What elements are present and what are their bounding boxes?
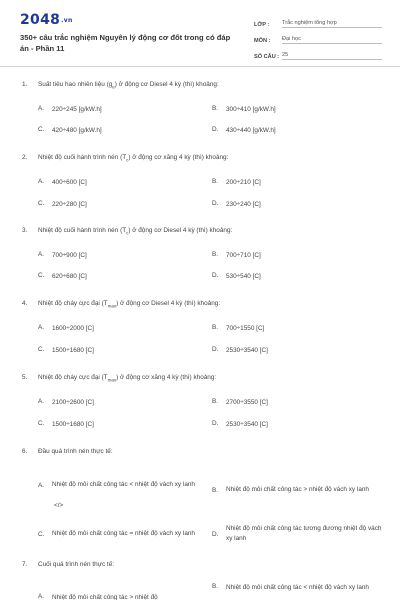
question-2-option-d[interactable]: D. 230÷240 [C] [212, 200, 261, 208]
question-4-title: 4. Nhiệt độ cháy cực đại $(T_{max})$ ở động cơ Diesel 4 kỳ (thì) khoảng: [22, 300, 221, 309]
question-3-option-b[interactable]: B. 700÷710 [C] [212, 251, 261, 259]
question-3-option-a[interactable]: A. 700÷900 [C] [38, 251, 87, 259]
question-2-title: 2. Nhiệt độ cuối hành trình nén $(T_c)$ ở động cơ xăng 4 kỳ (thì) khoảng: [22, 154, 229, 163]
question-4-option-b[interactable]: B. 700÷1550 [C] [212, 324, 265, 332]
site-logo[interactable] [20, 12, 73, 28]
question-5-option-c[interactable]: C. 1500÷1680 [C] [38, 420, 94, 428]
question-4-option-a[interactable]: A. 1600÷2000 [C] [38, 324, 94, 332]
question-5-option-a[interactable]: A. 2100÷2600 [C] [38, 398, 94, 406]
question-2-option-c[interactable]: C. 220÷280 [C] [38, 200, 87, 208]
question-4-option-c[interactable]: C. 1500÷1680 [C] [38, 346, 94, 354]
question-6-option-a[interactable]: A. Nhiệt độ môi chất công tác < nhiệt độ vách xy lanh [38, 480, 195, 489]
header-divider [0, 66, 400, 67]
question-4-option-d[interactable]: D. 2530÷3540 [C] [212, 346, 268, 354]
question-6-title: 6. Đầu quá trình nén thực tế: [22, 448, 113, 455]
meta-label: LỚP : [254, 22, 270, 28]
question-7-title: 7. Cuối quá trình nén thực tế: [22, 561, 115, 568]
question-6-option-d[interactable]: D. Nhiệt độ môi chất công tác tương đương nhiệt độ vách xy lanh [212, 524, 382, 542]
question-1-option-c[interactable]: C. 420÷480 [g/kW.h] [38, 126, 102, 134]
question-3-option-d[interactable]: D. 530÷540 [C] [212, 272, 261, 280]
question-6-option-c[interactable]: C. Nhiệt độ môi chất công tác = nhiệt độ vách xy lanh [38, 529, 195, 538]
meta-value: Đại học [282, 32, 382, 44]
question-7-option-b[interactable]: B. Nhiệt độ môi chất công tác < nhiệt độ vách xy lanh [212, 583, 369, 591]
question-6-option-a-extra: </> [54, 502, 64, 509]
question-2-option-a[interactable]: A. 400÷600 [C] [38, 178, 87, 186]
question-1-option-a[interactable]: A. 220÷245 [g/kW.h] [38, 105, 102, 113]
logo-domain: .vn [61, 16, 73, 24]
question-7-option-a[interactable]: A. Nhiệt độ môi chất công tác > nhiệt độ [38, 593, 158, 600]
meta-row-class [254, 14, 382, 28]
question-5-title: 5. Nhiệt độ cháy cực đại $(T_{max})$ ở động cơ xăng 4 kỳ (thì) khoảng: [22, 374, 217, 383]
meta-value: Trắc nghiệm tổng hợp [282, 16, 382, 28]
document-header [0, 0, 400, 62]
question-2-option-b[interactable]: B. 200÷210 [C] [212, 178, 261, 186]
question-1-title: 1. Suất tiêu hao nhiên liệu $(g_e)$ ở động cơ Diesel 4 kỳ (thì) khoảng: [22, 81, 219, 90]
question-1-option-b[interactable]: B. 300÷410 [g/kW.h] [212, 105, 276, 113]
meta-row-subject [254, 30, 382, 44]
meta-label: SỐ CÂU : [254, 54, 280, 60]
question-3-title: 3. Nhiệt độ cuối hành trình nén $(T_c)$ ở động cơ Diesel 4 kỳ (thì) khoảng: [22, 227, 233, 236]
question-6-option-b[interactable]: B. Nhiệt độ môi chất công tác > nhiệt độ vách xy lanh [212, 485, 369, 494]
document-meta [254, 14, 382, 62]
meta-row-count [254, 46, 382, 60]
logo-main: 2048 [20, 12, 61, 28]
meta-value: 25 [282, 48, 382, 60]
document-title: 350+ câu trắc nghiệm Nguyên lý động cơ đốt trong có đáp án - Phần 11 [20, 33, 231, 53]
meta-label: MÔN : [254, 38, 271, 44]
question-3-option-c[interactable]: C. 620÷680 [C] [38, 272, 87, 280]
question-5-option-d[interactable]: D. 2530÷3540 [C] [212, 420, 268, 428]
question-1-option-d[interactable]: D. 430÷440 [g/kW.h] [212, 126, 276, 134]
question-5-option-b[interactable]: B. 2700÷3550 [C] [212, 398, 268, 406]
